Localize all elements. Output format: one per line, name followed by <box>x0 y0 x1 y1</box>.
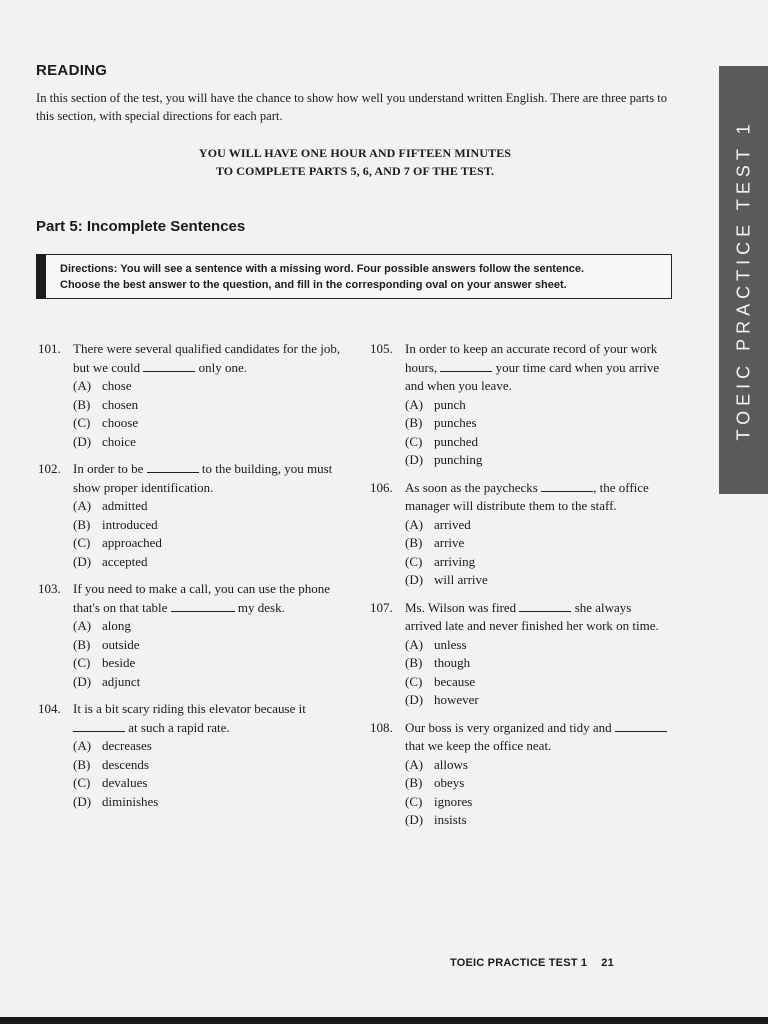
option-text: will arrive <box>434 572 488 587</box>
option-letter: (B) <box>405 655 423 670</box>
option-letter: (A) <box>73 738 92 753</box>
option-c <box>405 433 670 452</box>
question-103 <box>38 580 348 691</box>
stem-part: to the building, you must show proper identification. <box>73 461 333 495</box>
option-letter: (D) <box>405 572 424 587</box>
question-number: 105. <box>370 341 393 356</box>
question-number: 102. <box>38 461 61 476</box>
option-text: arriving <box>434 553 476 569</box>
option-letter: (A) <box>405 756 424 772</box>
stem-part: , the office manager will distribute them to the staff. <box>405 479 649 513</box>
answer-blank <box>519 599 571 612</box>
question-text <box>405 599 670 636</box>
option-text: admitted <box>102 498 148 513</box>
page-number: 21 <box>601 957 614 969</box>
option-b <box>73 636 348 655</box>
option-letter: (D) <box>73 433 92 449</box>
question-stem <box>370 599 670 636</box>
option-d <box>73 553 348 572</box>
section-intro: In this section of the test, you will have the chance to show how well you understand written English. There are three parts to this section, with special directions for each part. <box>36 91 668 123</box>
option-c <box>73 654 348 673</box>
stem-part: Our boss is very organized and tidy and <box>405 719 612 735</box>
stem-part: Ms. Wilson was fired <box>405 599 517 615</box>
option-letter: (C) <box>73 535 91 550</box>
option-letter: (A) <box>73 378 92 393</box>
option-c <box>405 793 670 812</box>
stem-part: she always arrived late and never finished her work on time. <box>405 599 659 633</box>
question-number: 103. <box>38 581 61 596</box>
option-text: choice <box>102 433 136 449</box>
options <box>73 617 348 691</box>
question-text <box>73 460 348 497</box>
option-letter: (B) <box>405 535 423 550</box>
option-letter: (A) <box>405 636 424 652</box>
option-d <box>73 793 348 812</box>
option-letter: (B) <box>405 775 423 790</box>
question-106 <box>370 479 670 590</box>
bottom-edge <box>0 1017 768 1024</box>
question-number: 107. <box>370 599 393 615</box>
question-stem <box>38 460 348 497</box>
directions-text-1: You will see a sentence with a missing word. Four possible answers follow the sentence. <box>120 263 585 275</box>
option-b <box>405 774 670 793</box>
time-note-line-2: TO COMPLETE PARTS 5, 6, AND 7 OF THE TEST. <box>215 164 495 178</box>
part-title: Part 5: Incomplete Sentences <box>36 218 246 235</box>
option-a <box>405 756 670 775</box>
option-text: punched <box>434 433 479 449</box>
option-letter: (D) <box>73 673 92 689</box>
question-stem <box>370 479 670 516</box>
option-b <box>73 516 348 535</box>
option-text: choose <box>102 415 139 430</box>
option-letter: (A) <box>405 396 424 412</box>
answer-blank <box>615 719 667 732</box>
option-b <box>405 654 670 673</box>
option-letter: (A) <box>405 516 424 532</box>
option-d <box>405 451 670 470</box>
answer-blank <box>541 479 593 492</box>
option-b <box>405 534 670 553</box>
question-104 <box>38 700 348 811</box>
question-text <box>405 479 670 516</box>
option-text: arrived <box>434 516 471 532</box>
option-a <box>73 497 348 516</box>
option-letter: (B) <box>73 756 91 772</box>
stem-part: In order to keep an accurate record of your work hours, <box>405 341 658 375</box>
option-c <box>73 774 348 793</box>
options <box>73 497 348 571</box>
option-text: unless <box>434 636 467 652</box>
stem-part: that we keep the office neat. <box>405 738 552 753</box>
stem-part: If you need to make a call, you can use the phone that's on that table <box>73 581 331 615</box>
time-note-line-1: YOU WILL HAVE ONE HOUR AND FIFTEEN MINUTES <box>198 146 512 160</box>
option-text: punch <box>434 396 466 412</box>
option-d <box>73 673 348 692</box>
options <box>405 516 670 590</box>
option-b <box>73 396 348 415</box>
option-letter: (B) <box>73 636 91 652</box>
question-text <box>405 340 670 396</box>
option-a <box>73 617 348 636</box>
option-d <box>405 691 670 710</box>
option-letter: (C) <box>73 775 91 790</box>
questions-right-column <box>370 340 670 830</box>
stem-part: There were several qualified candidates for the job, but we could <box>73 341 341 375</box>
questions-left-column <box>38 340 348 811</box>
side-tab-label: TOEIC PRACTICE TEST 1 <box>733 119 753 441</box>
question-text <box>73 700 348 737</box>
option-letter: (D) <box>405 812 424 827</box>
stem-part: at such a rapid rate. <box>128 719 230 735</box>
question-number: 108. <box>370 719 393 735</box>
question-number: 106. <box>370 479 393 495</box>
option-letter: (D) <box>73 553 92 569</box>
option-text: introduced <box>102 516 158 532</box>
option-letter: (B) <box>73 516 91 532</box>
option-letter: (C) <box>73 415 91 430</box>
option-b <box>405 414 670 433</box>
time-note <box>100 144 610 180</box>
directions-label: Directions: <box>60 263 118 275</box>
stem-part: your time card when you arrive and when you leave. <box>405 359 660 393</box>
option-text: chosen <box>102 396 139 412</box>
directions-text-2: Choose the best answer to the question, and fill in the corresponding oval on your answer sheet. <box>60 279 567 291</box>
option-text: though <box>434 655 471 670</box>
question-108 <box>370 719 670 830</box>
question-number: 104. <box>38 701 61 716</box>
options <box>73 737 348 811</box>
directions-line-1 <box>60 261 657 277</box>
option-text: accepted <box>102 553 148 569</box>
option-text: because <box>434 673 476 689</box>
option-text: along <box>102 618 131 633</box>
option-a <box>405 516 670 535</box>
option-text: approached <box>102 535 162 550</box>
option-text: decreases <box>102 738 152 753</box>
option-letter: (B) <box>73 396 91 412</box>
option-text: insists <box>434 812 467 827</box>
question-text <box>73 580 348 617</box>
stem-part: only one. <box>198 359 248 375</box>
question-stem <box>38 580 348 617</box>
answer-blank <box>440 359 492 372</box>
answer-blank <box>171 599 235 612</box>
page-footer <box>450 957 614 969</box>
option-letter: (B) <box>405 415 423 430</box>
option-d <box>405 571 670 590</box>
option-text: diminishes <box>102 793 159 809</box>
side-tab <box>719 66 768 494</box>
option-letter: (D) <box>405 452 424 467</box>
footer-label: TOEIC PRACTICE TEST 1 <box>450 957 588 969</box>
option-letter: (C) <box>405 433 423 449</box>
stem-part: It is a bit scary riding this elevator because it <box>73 701 306 716</box>
option-b <box>73 756 348 775</box>
question-text <box>73 340 348 377</box>
option-letter: (D) <box>73 793 92 809</box>
option-text: outside <box>102 636 140 652</box>
option-a <box>405 636 670 655</box>
question-102 <box>38 460 348 571</box>
option-text: adjunct <box>102 673 141 689</box>
option-letter: (C) <box>405 553 423 569</box>
option-a <box>405 396 670 415</box>
answer-blank <box>147 460 199 473</box>
option-text: chose <box>102 378 132 393</box>
directions-box <box>36 254 672 299</box>
question-stem <box>370 719 670 756</box>
question-number: 101. <box>38 341 61 356</box>
option-letter: (D) <box>405 692 424 707</box>
stem-part: As soon as the paychecks <box>405 479 538 495</box>
option-text: arrive <box>434 535 465 550</box>
option-letter: (A) <box>73 498 92 513</box>
answer-blank <box>143 359 195 372</box>
option-text: descends <box>102 756 149 772</box>
options <box>73 377 348 451</box>
options <box>405 396 670 470</box>
options <box>405 636 670 710</box>
option-text: however <box>434 692 479 707</box>
option-d <box>73 433 348 452</box>
question-107 <box>370 599 670 710</box>
option-letter: (A) <box>73 618 92 633</box>
option-text: allows <box>434 756 468 772</box>
question-stem <box>370 340 670 396</box>
option-text: beside <box>102 655 136 670</box>
option-d <box>405 811 670 830</box>
option-a <box>73 377 348 396</box>
question-stem <box>38 340 348 377</box>
option-c <box>405 553 670 572</box>
question-text <box>405 719 670 756</box>
option-a <box>73 737 348 756</box>
question-105 <box>370 340 670 470</box>
question-stem <box>38 700 348 737</box>
option-text: ignores <box>434 793 473 809</box>
option-c <box>73 534 348 553</box>
stem-part: my desk. <box>237 599 285 615</box>
option-letter: (C) <box>405 793 423 809</box>
section-title: READING <box>36 62 108 79</box>
option-text: punching <box>434 452 483 467</box>
option-text: punches <box>434 415 477 430</box>
stem-part: In order to be <box>73 461 144 476</box>
question-101 <box>38 340 348 451</box>
options <box>405 756 670 830</box>
option-letter: (C) <box>73 655 91 670</box>
option-letter: (C) <box>405 673 423 689</box>
option-text: obeys <box>434 775 465 790</box>
option-c <box>73 414 348 433</box>
option-c <box>405 673 670 692</box>
answer-blank <box>73 719 125 732</box>
option-text: devalues <box>102 775 148 790</box>
